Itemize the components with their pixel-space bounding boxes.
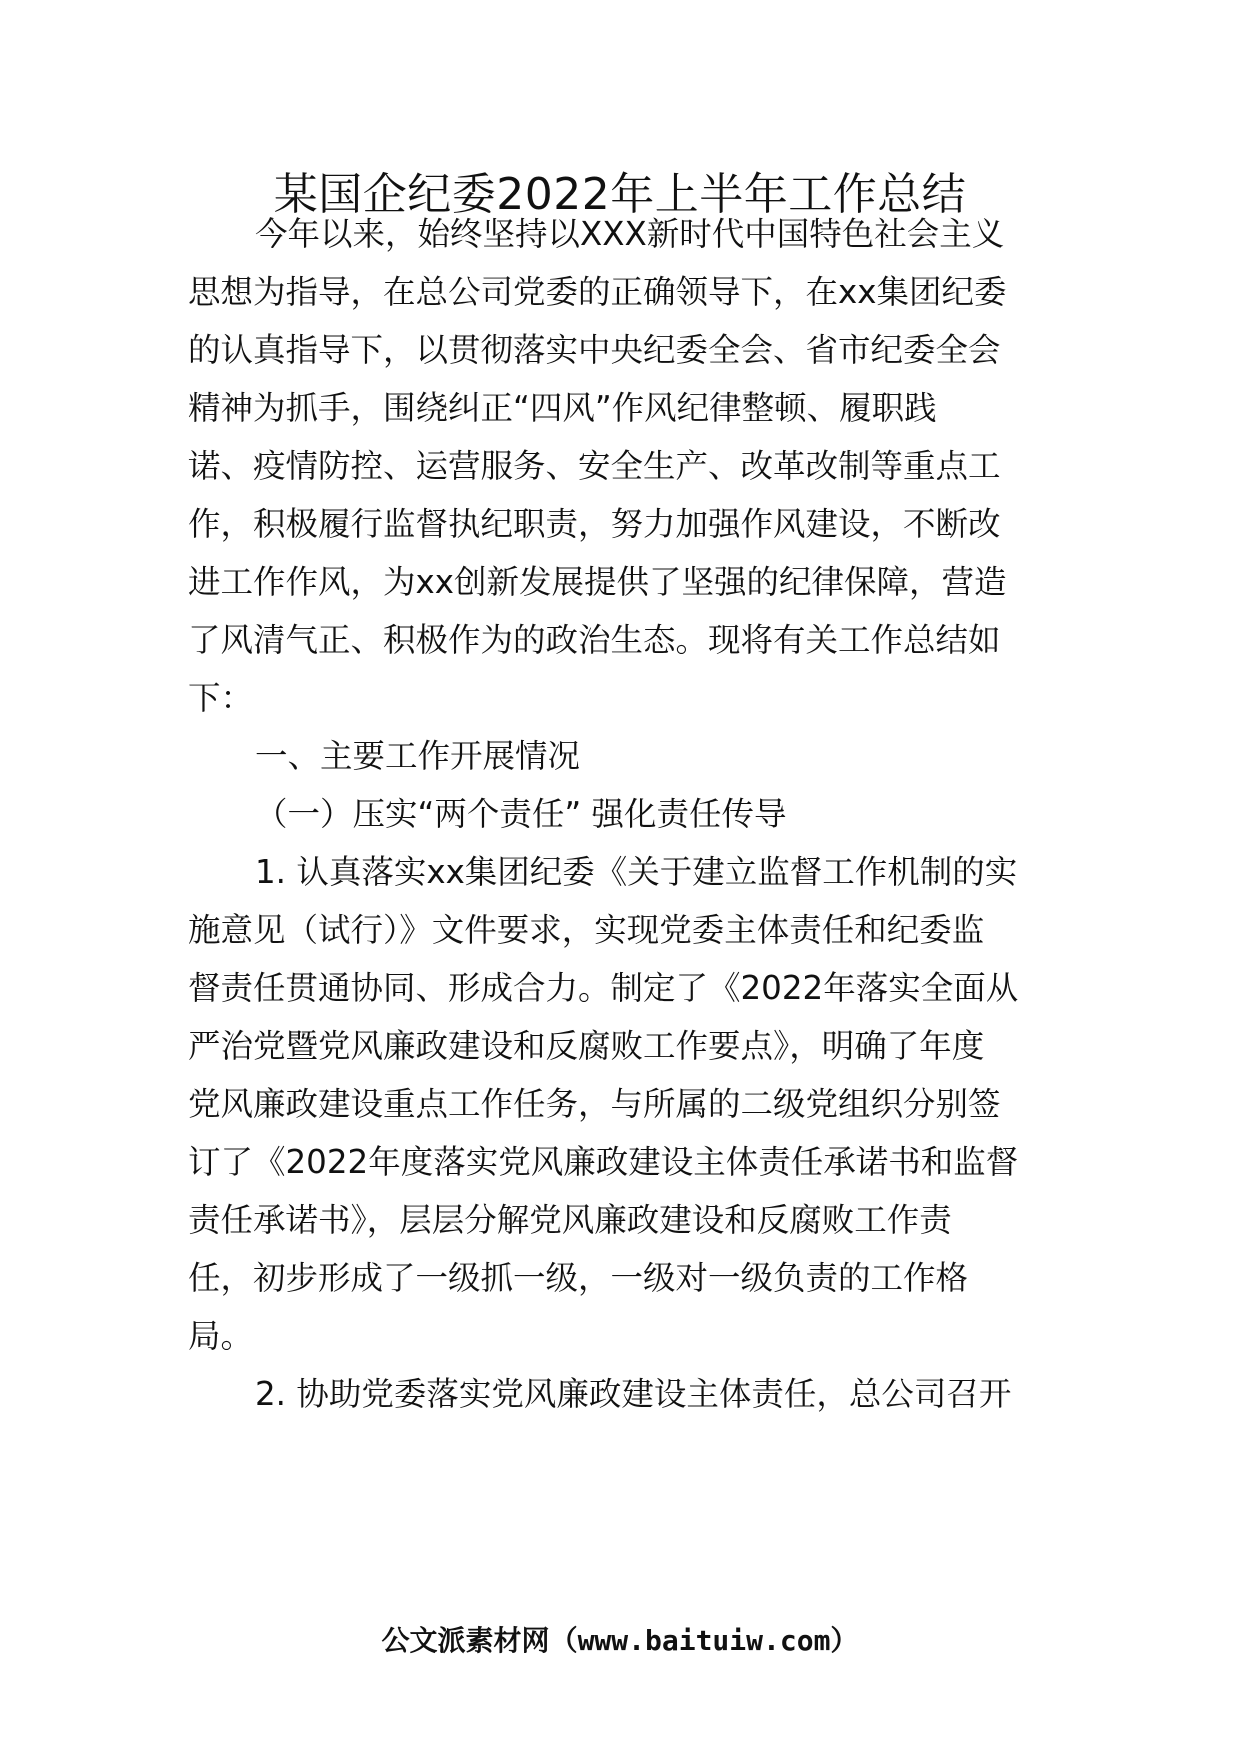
body-line: 任，初步形成了一级抓一级，一级对一级负责的工作格 [188,1259,969,1297]
body-line: 诺、疫情防控、运营服务、安全生产、改革改制等重点工 [188,447,1001,485]
body-line: 施意见（试行）》文件要求，实现党委主体责任和纪委监 [188,911,985,949]
document-title: 某国企纪委2022年上半年工作总结 [273,169,967,220]
body-line: 订了《2022年度落实党风廉政建设主体责任承诺书和监督 [188,1143,1019,1181]
body-line: 责任承诺书》，层层分解党风廉政建设和反腐败工作责 [188,1201,952,1239]
body-line: 局。 [188,1317,254,1355]
body-line: 下： [188,679,254,717]
footer-site-url: （www.baituiw.com） [549,1624,859,1657]
subsection-heading: （一）压实“两个责任” 强化责任传导 [255,795,787,833]
body-line: 督责任贯通协同、形成合力。制定了《2022年落实全面从 [188,969,1019,1007]
body-line: 2. 协助党委落实党风廉政建设主体责任，总公司召开 [255,1375,1012,1413]
body-line: 的认真指导下，以贯彻落实中央纪委全会、省市纪委全会 [188,331,1001,369]
body-line: 进工作作风，为xx创新发展提供了坚强的纪律保障，营造 [188,563,1007,601]
body-line: 严治党暨党风廉政建设和反腐败工作要点》，明确了年度 [188,1027,985,1065]
body-line: 1. 认真落实xx集团纪委《关于建立监督工作机制的实 [255,853,1018,891]
section-heading: 一、主要工作开展情况 [255,737,581,775]
body-line: 今年以来，始终坚持以XXX新时代中国特色社会主义 [255,215,1005,253]
body-line: 精神为抓手，围绕纠正“四风”作风纪律整顿、履职践 [188,389,937,427]
body-line: 作，积极履行监督执纪职责，努力加强作风建设，不断改 [188,505,1001,543]
footer-site-name: 公文派素材网 [381,1624,550,1657]
body-line: 思想为指导，在总公司党委的正确领导下，在xx集团纪委 [188,273,1007,311]
footer-watermark [0,1621,1240,1661]
body-line: 党风廉政建设重点工作任务，与所属的二级党组织分别签 [188,1085,1001,1123]
body-line: 了风清气正、积极作为的政治生态。现将有关工作总结如 [188,621,1001,659]
